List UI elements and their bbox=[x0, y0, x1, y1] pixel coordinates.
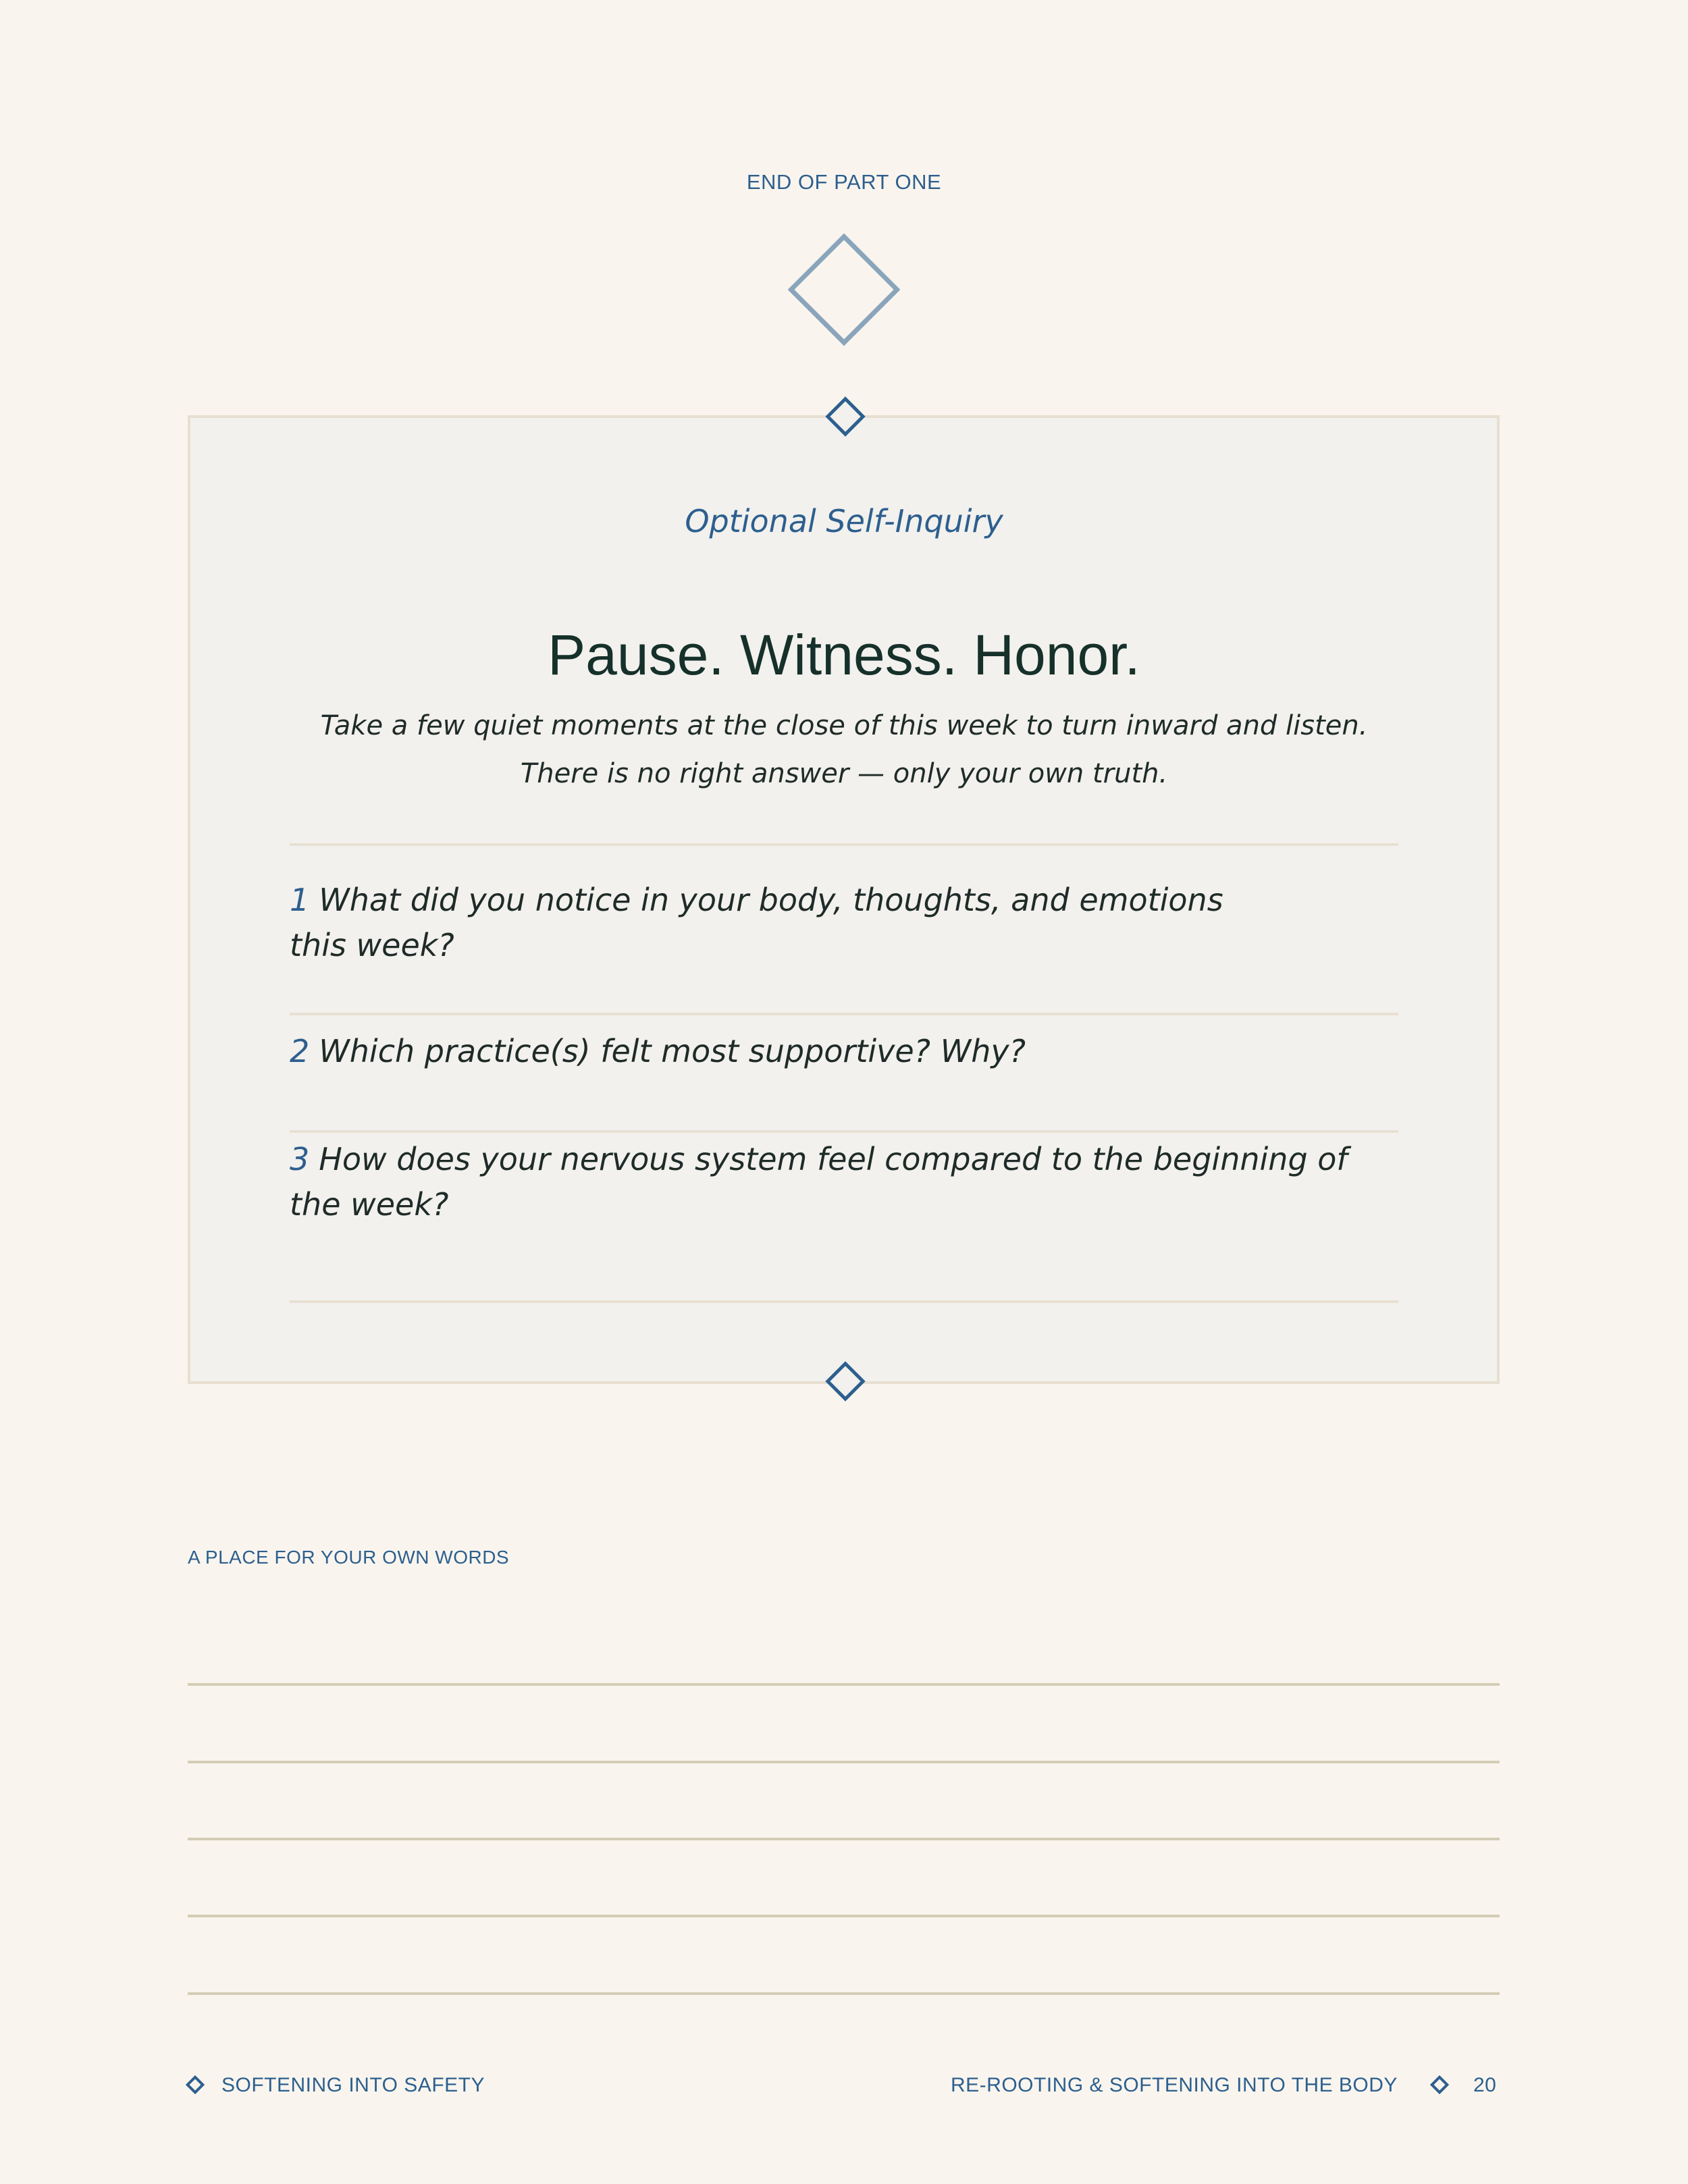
question-text: How does your nervous system feel compared to the beginning of the week? bbox=[290, 1141, 1348, 1223]
part-label: END OF PART ONE bbox=[746, 170, 942, 194]
question-1 bbox=[290, 878, 1269, 968]
card-divider bbox=[290, 1300, 1398, 1303]
question-text: Which practice(s) felt most supportive? Why? bbox=[319, 1033, 1026, 1069]
question-number: 2 bbox=[290, 1033, 310, 1069]
footer-diamond-icon bbox=[186, 2075, 205, 2094]
card-title: Pause. Witness. Honor. bbox=[548, 623, 1140, 687]
writing-line[interactable] bbox=[188, 1992, 1500, 1995]
card-divider bbox=[290, 1013, 1398, 1015]
writing-line[interactable] bbox=[188, 1838, 1500, 1840]
card-intro-line-1: Take a few quiet moments at the close of this week to turn inward and listen. bbox=[320, 710, 1368, 741]
footer-right-title: RE-ROOTING & SOFTENING INTO THE BODY bbox=[951, 2074, 1398, 2096]
writing-line[interactable] bbox=[188, 1761, 1500, 1763]
writing-area-label: A PLACE FOR YOUR OWN WORDS bbox=[188, 1547, 510, 1568]
card-kicker: Optional Self-Inquiry bbox=[685, 503, 1003, 539]
card-divider bbox=[290, 1130, 1398, 1133]
question-number: 1 bbox=[290, 882, 310, 918]
card-divider bbox=[290, 843, 1398, 846]
writing-line[interactable] bbox=[188, 1683, 1500, 1686]
diamond-ornament-icon bbox=[788, 234, 901, 346]
question-text: What did you notice in your body, thoughts, and emotions this week? bbox=[290, 882, 1223, 963]
footer-left-title: SOFTENING INTO SAFETY bbox=[221, 2074, 485, 2096]
footer-diamond-icon bbox=[1430, 2075, 1449, 2094]
question-3 bbox=[290, 1137, 1370, 1227]
question-number: 3 bbox=[290, 1141, 310, 1177]
page-number: 20 bbox=[1473, 2074, 1497, 2096]
card-intro-line-2: There is no right answer — only your own truth. bbox=[520, 758, 1168, 789]
writing-line[interactable] bbox=[188, 1915, 1500, 1917]
question-2 bbox=[290, 1029, 1370, 1074]
